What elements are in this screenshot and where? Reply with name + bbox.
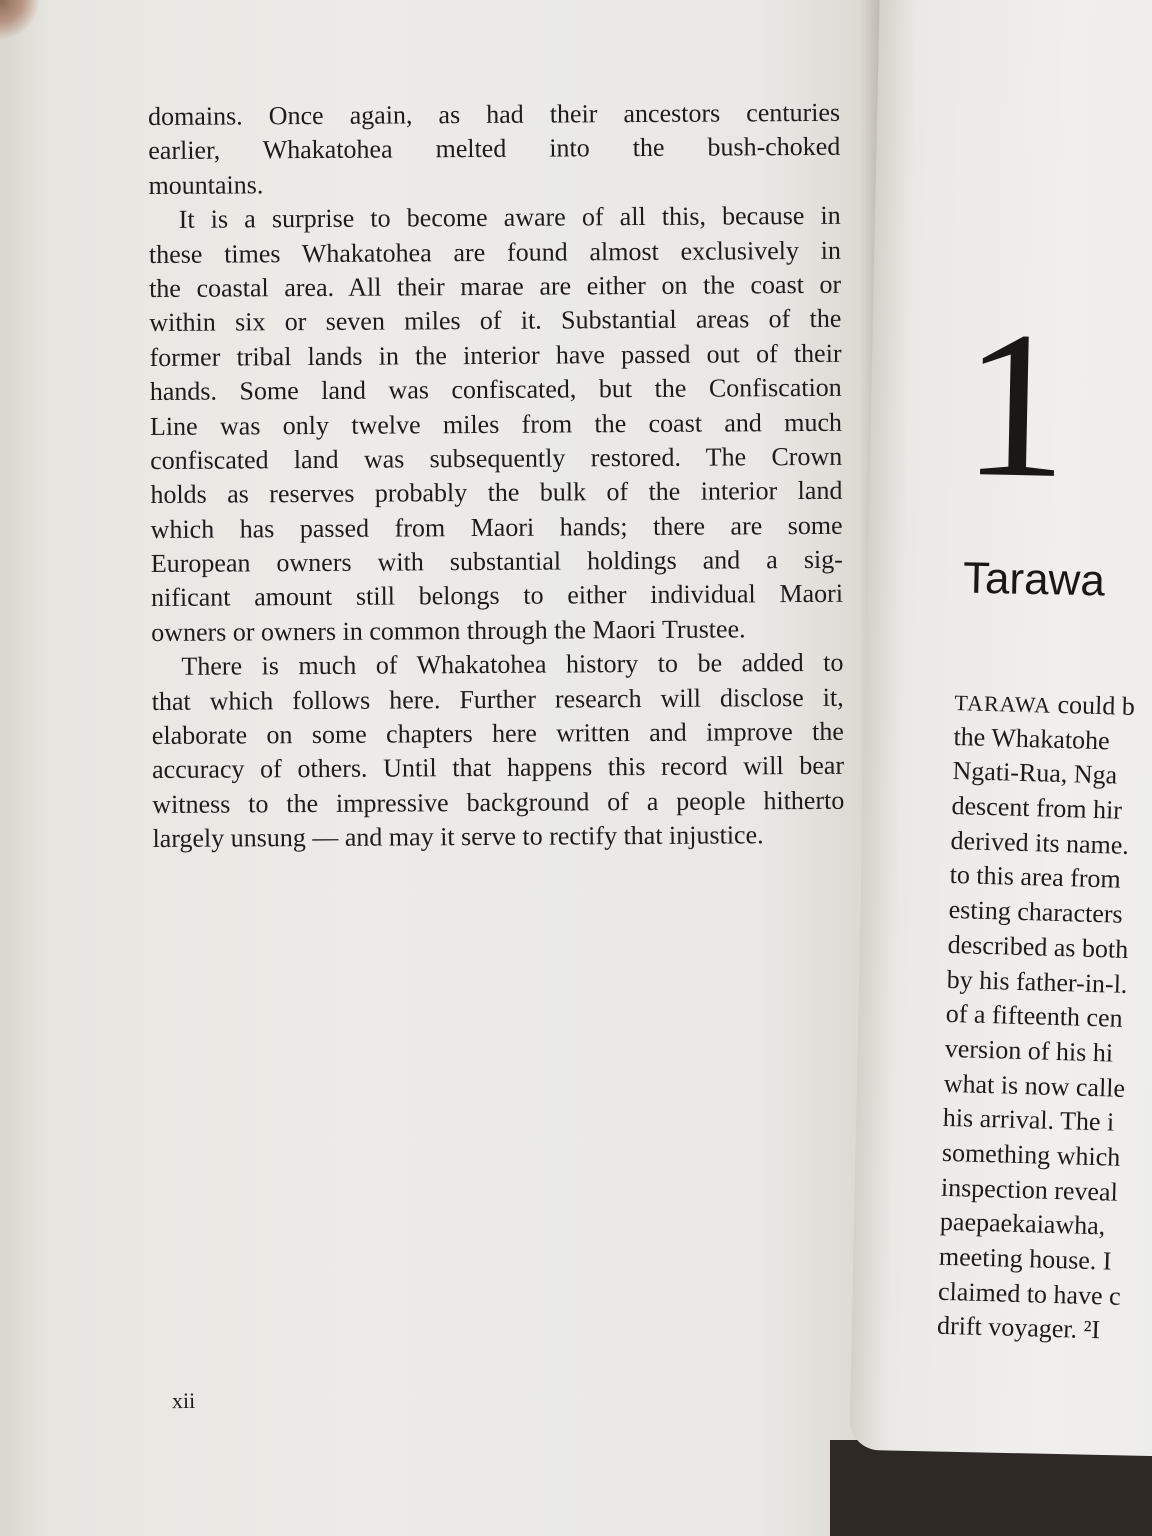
text-line: elaborate on some chapters here written and improve the: [151, 716, 844, 751]
text-line: There is much of Whakatohea history to be added to: [181, 648, 844, 682]
text-line: earlier, Whakatohea melted into the bush-choked: [148, 132, 841, 166]
text-line: paepaekaiawha,: [939, 1207, 1106, 1241]
right-page-clip: [880, 0, 1152, 1536]
text-line: what is now calle: [943, 1068, 1126, 1103]
text-line: inspection reveal: [940, 1172, 1119, 1207]
text-line: meeting house. I: [938, 1241, 1112, 1276]
finger-corner: [0, 0, 40, 40]
text-line: version of his hi: [944, 1033, 1114, 1068]
text-line: something which: [941, 1137, 1121, 1172]
left-page-body: [148, 96, 845, 857]
text-line: which has passed from Maori hands; there are some: [150, 510, 843, 544]
text-line: European owners with substantial holdings and a sig-: [150, 544, 843, 579]
text-line: confiscated land was subsequently restored. The Crown: [150, 441, 843, 475]
text-line: these times Whakatohea are found almost exclusively in: [148, 235, 842, 269]
text-line: his arrival. The i: [942, 1103, 1115, 1137]
text-line: largely unsung — and may it serve to rectify that injustice.: [152, 820, 764, 854]
text-line: nificant amount still belongs to either individual Maori: [150, 579, 844, 613]
text-line: that which follows here. Further research will disclose it,: [151, 682, 844, 716]
text-line: within six or seven miles of it. Substantial areas of the: [149, 304, 842, 338]
opening-word: TARAWA: [954, 689, 1052, 718]
paragraph-3: [151, 646, 844, 857]
text-line: owners or owners in common through the Maori Trustee.: [151, 614, 746, 647]
text-line: derived its name.: [950, 825, 1130, 860]
text-line: the coastal area. All their marae are either on the coast or: [149, 269, 842, 303]
text-line: accuracy of others. Until that happens this record will bear: [152, 751, 845, 785]
text-line: to this area from: [949, 860, 1122, 895]
text-line: Line was only twelve miles from the coast and much: [149, 407, 843, 441]
text-line: It is a surprise to become aware of all this, because in: [178, 200, 841, 234]
right-page-body: [937, 685, 1152, 1351]
paragraph-1: [148, 96, 841, 203]
text-line: of a fifteenth cen: [945, 999, 1124, 1033]
text-line: described as both: [947, 929, 1129, 964]
text-line: descent from hir: [951, 791, 1123, 825]
text-line: witness to the impressive background of a people hitherto: [152, 785, 845, 819]
text-line: the Whakatohe: [953, 721, 1111, 756]
chapter-title: Tarawa: [962, 553, 1106, 606]
text-line: by his father-in-l.: [946, 964, 1128, 999]
text-line: mountains.: [148, 170, 264, 200]
page-number: xii: [171, 1387, 196, 1414]
text-line: esting characters: [948, 895, 1124, 929]
text-line: domains. Once again, as had their ancestors centuries: [148, 97, 841, 131]
text-line: Ngati-Rua, Nga: [952, 756, 1118, 790]
text-line: drift voyager. ²I: [936, 1311, 1101, 1345]
paragraph-2: [149, 199, 844, 650]
chapter-number: 1: [960, 287, 1071, 523]
text-line-rest: could b: [1050, 689, 1136, 722]
text-line: claimed to have c: [937, 1276, 1122, 1311]
text-line: holds as reserves probably the bulk of the interior land: [150, 476, 843, 510]
text-line: former tribal lands in the interior have passed out of their: [149, 338, 842, 372]
text-line: hands. Some land was confiscated, but the Confiscation: [149, 372, 842, 407]
